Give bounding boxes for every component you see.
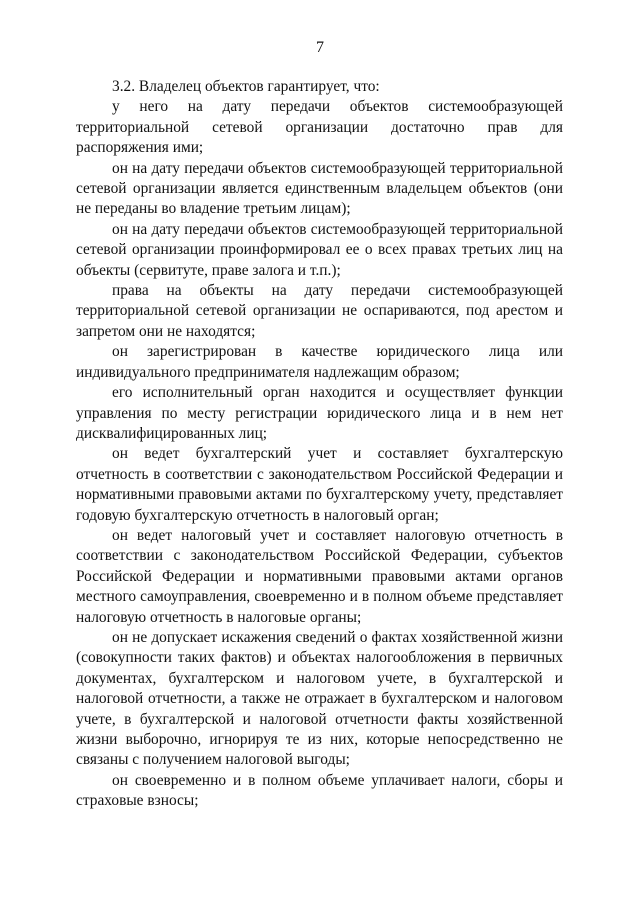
paragraph-sole-owner: он на дату передачи объектов системообразующей территориальной сетевой организации является единственным владельцем объектов (они не переданы во владение третьим лицам); xyxy=(76,159,563,218)
paragraph-no-distortion: он не допускает искажения сведений о фактах хозяйственной жизни (совокупности таких фактов) и объектах налогообложения в первичных документах, бухгалтерском и налоговом учете, в бухгалтерской и налоговой отчетности, а также не отражает в бухгалтерском и налоговом учете, в бухгалтерской и налоговой отчетности факты хозяйственной жизни выборочно, игнорируя те из них, которые непосредственно не связаны с получением налоговой выгоды; xyxy=(76,628,563,769)
paragraph-pays-taxes: он своевременно и в полном объеме уплачивает налоги, сборы и страховые взносы; xyxy=(76,771,563,810)
paragraph-tax-accounting: он ведет налоговый учет и составляет налоговую отчетность в соответствии с законодательством Российской Федерации, субъектов Российской Федерации и нормативными правовыми актами органов местного самоуправления, своевременно и в полном объеме представляет налоговую отчетность в налоговые органы; xyxy=(76,526,563,626)
paragraph-clause-3-2: 3.2. Владелец объектов гарантирует, что: xyxy=(112,78,380,95)
paragraph-third-party-rights: он на дату передачи объектов системообразующей территориальной сетевой организации проинформировал ее о всех правах третьих лиц на объекты (сервитуте, праве залога и т.п.); xyxy=(76,220,563,279)
paragraph-rights-to-dispose: у него на дату передачи объектов системообразующей территориальной сетевой организации достаточно прав для распоряжения ими; xyxy=(76,98,563,157)
paragraph-not-disputed: права на объекты на дату передачи системообразующей территориальной сетевой организации не оспариваются, под арестом и запретом они не находятся; xyxy=(76,282,563,340)
paragraph-registered: он зарегистрирован в качестве юридического лица или индивидуального предпринимателя надлежащим образом; xyxy=(76,343,563,381)
paragraph-accounting: он ведет бухгалтерский учет и составляет бухгалтерскую отчетность в соответствии с законодательством Российской Федерации и нормативными правовыми актами по бухгалтерскому учету, представляет годовую бухгалтерскую отчетность в налоговый орган; xyxy=(76,445,563,524)
page-number: 7 xyxy=(316,39,324,56)
paragraph-executive-body: его исполнительный орган находится и осуществляет функции управления по месту регистрации юридического лица и в нем нет дисквалифицированных лиц; xyxy=(76,384,563,442)
document-body xyxy=(76,77,563,812)
